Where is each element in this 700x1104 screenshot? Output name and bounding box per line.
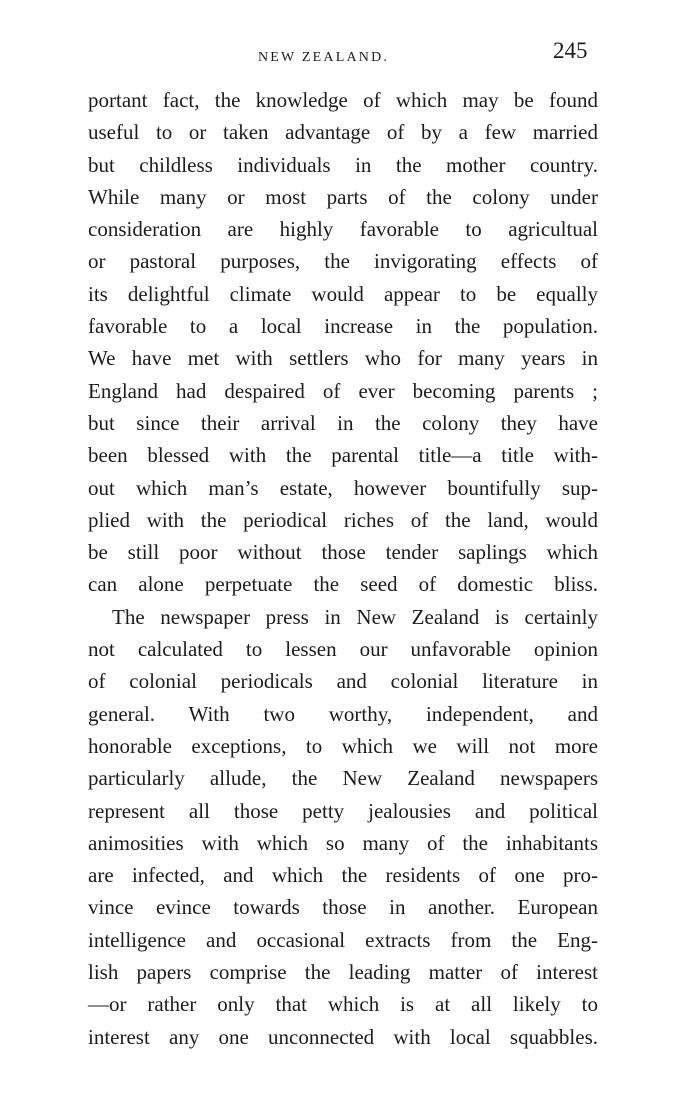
- running-title: NEW ZEALAND.: [258, 50, 390, 65]
- text-line: but since their arrival in the colony they have: [88, 410, 598, 435]
- text-line: are infected, and which the residents of one pro-: [88, 863, 598, 888]
- text-line: consideration are highly favorable to agricultual: [88, 217, 598, 242]
- text-line: or pastoral purposes, the invigorating effects of: [88, 249, 598, 274]
- text-line: out which man’s estate, however bountifully sup-: [88, 475, 598, 500]
- text-line: England had despaired of ever becoming parents ;: [88, 378, 598, 403]
- text-line: useful to or taken advantage of by a few married: [88, 120, 598, 145]
- text-line: portant fact, the knowledge of which may be found: [88, 88, 598, 112]
- text-line: general. With two worthy, independent, and: [88, 701, 598, 726]
- running-head: [0, 38, 700, 68]
- text-line: plied with the periodical riches of the land, would: [88, 507, 598, 532]
- page-number: 245: [553, 38, 588, 63]
- text-line: intelligence and occasional extracts from the Eng-: [88, 927, 598, 952]
- text-line: its delightful climate would appear to be equally: [88, 281, 598, 306]
- paragraph-first-line: The newspaper press in New Zealand is certainly: [112, 604, 598, 629]
- text-line: but childless individuals in the mother country.: [88, 152, 598, 177]
- text-line: can alone perpetuate the seed of domestic bliss.: [88, 572, 598, 597]
- text-line: of colonial periodicals and colonial literature in: [88, 669, 598, 694]
- text-line: been blessed with the parental title—a title with-: [88, 443, 598, 468]
- text-line: animosities with which so many of the inhabitants: [88, 830, 598, 855]
- text-line: not calculated to lessen our unfavorable opinion: [88, 637, 598, 662]
- text-line: —or rather only that which is at all likely to: [88, 992, 598, 1017]
- text-line: favorable to a local increase in the population.: [88, 314, 598, 339]
- text-line: particularly allude, the New Zealand newspapers: [88, 766, 598, 791]
- text-line: While many or most parts of the colony under: [88, 184, 598, 209]
- text-line: lish papers comprise the leading matter of interest: [88, 960, 598, 985]
- text-line: honorable exceptions, to which we will not more: [88, 733, 598, 758]
- text-line: be still poor without those tender saplings which: [88, 540, 598, 565]
- body-text: [88, 84, 598, 1053]
- text-line: interest any one unconnected with local squabbles.: [88, 1024, 598, 1049]
- text-line: represent all those petty jealousies and political: [88, 798, 598, 823]
- text-line: We have met with settlers who for many years in: [88, 346, 598, 371]
- text-line: vince evince towards those in another. European: [88, 895, 598, 920]
